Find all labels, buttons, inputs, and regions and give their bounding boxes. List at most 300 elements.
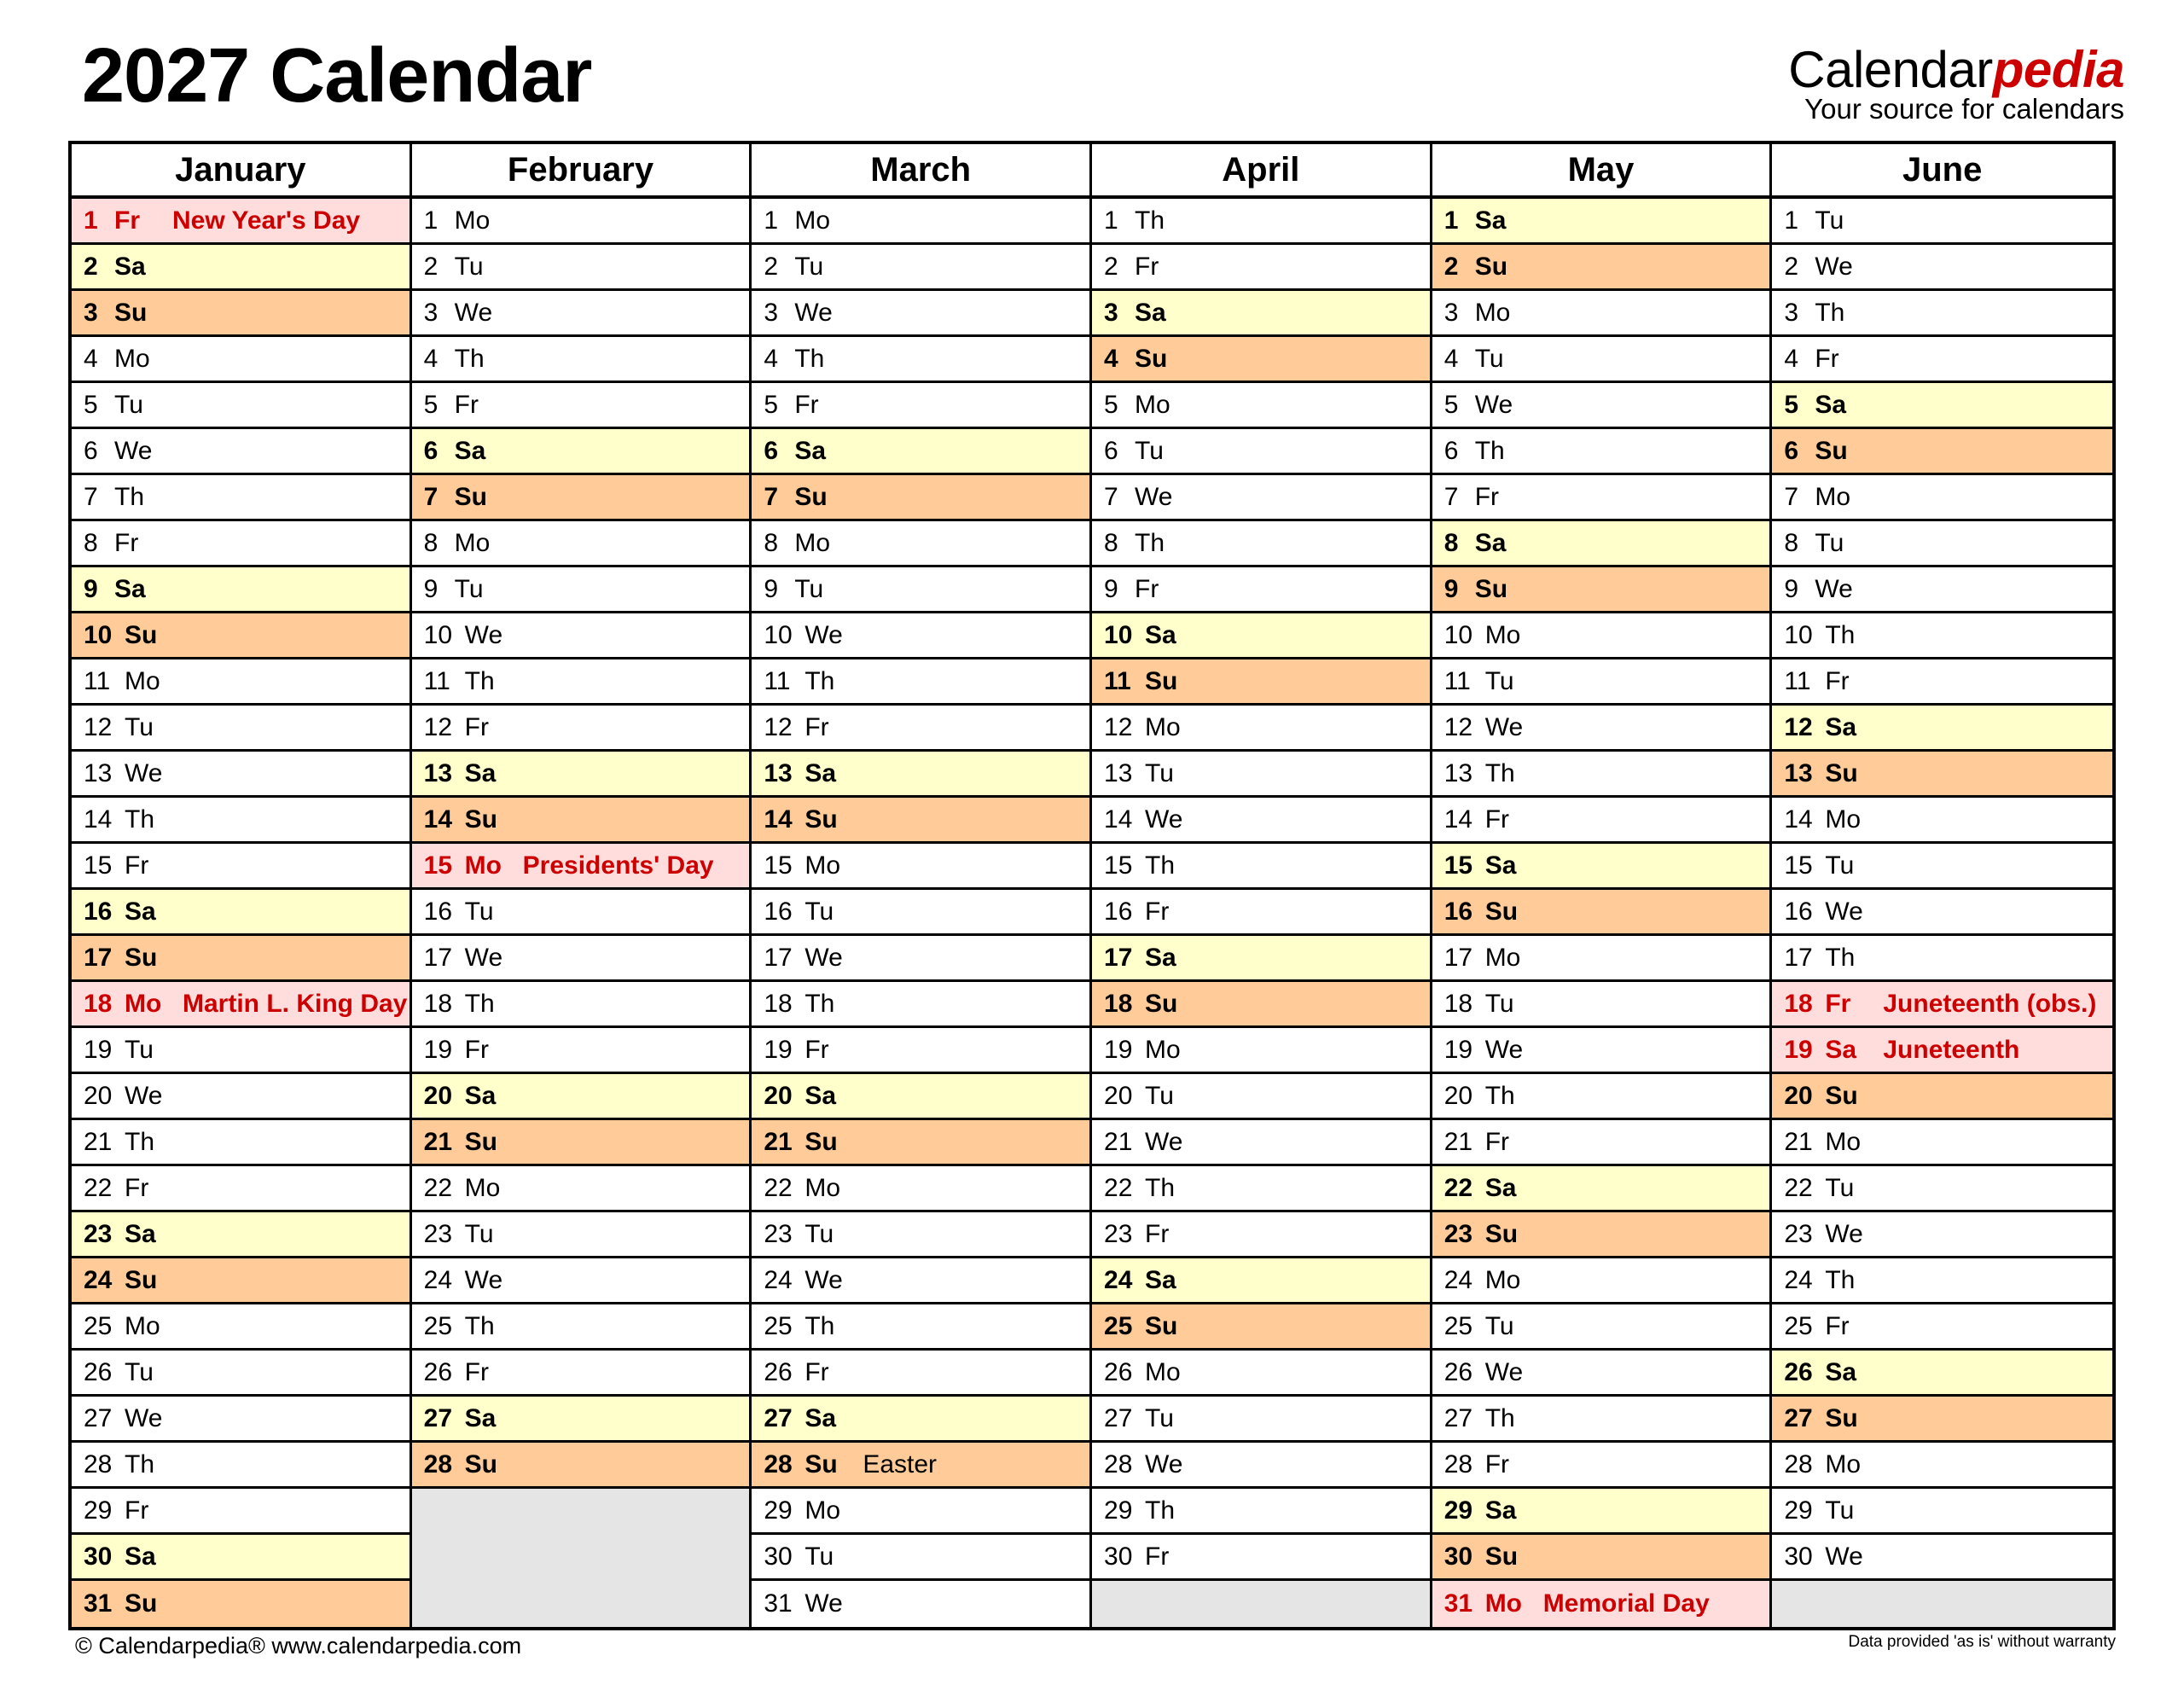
weekday-abbr: Fr [1145,897,1170,926]
weekday-abbr: Th [1484,1081,1515,1110]
holiday-name: Martin L. King Day [183,989,408,1018]
holiday-name: Memorial Day [1542,1589,1710,1618]
day-number: 25 [1443,1311,1473,1340]
weekday-abbr: Tu [125,1035,154,1064]
day-number: 22 [1784,1173,1813,1202]
weekday-abbr: Tu [1135,436,1164,465]
day-cell [412,659,750,706]
weekday-abbr: We [464,943,503,972]
day-cell-holiday [1772,982,2112,1028]
weekday-abbr: Su [1145,989,1178,1018]
weekday-abbr: Th [1825,1265,1856,1294]
day-cell [1432,1258,1770,1304]
weekday-abbr: Mo [1484,943,1521,972]
day-cell [1092,1489,1430,1535]
weekday-abbr: Th [804,1311,835,1340]
weekday-abbr: Fr [125,1496,149,1525]
day-number: 23 [1784,1219,1813,1248]
day-cell [1772,844,2112,890]
day-number: 27 [1443,1403,1473,1432]
day-number: 22 [84,1173,113,1202]
weekday-abbr: Fr [1825,666,1850,695]
day-number: 9 [764,574,779,603]
day-number: 13 [1784,758,1813,787]
weekday-abbr: We [454,298,493,327]
day-number: 10 [1784,620,1813,649]
weekday-abbr: We [804,943,843,972]
day-number: 14 [1443,805,1473,834]
weekday-abbr: Sa [794,436,827,465]
weekday-abbr: Fr [1474,482,1500,511]
day-cell-saturday [1432,1489,1770,1535]
day-cell [1092,798,1430,844]
weekday-abbr: Mo [1484,620,1521,649]
day-number: 28 [1443,1449,1473,1479]
day-cell [72,1028,410,1074]
day-cell-sunday [1432,890,1770,936]
day-cell [752,521,1089,567]
day-cell-saturday [72,1212,410,1258]
month-header: April [1092,144,1430,199]
weekday-abbr: Sa [1484,1173,1517,1202]
day-number: 30 [84,1542,113,1571]
day-cell-sunday [752,798,1089,844]
weekday-abbr: Fr [1135,252,1159,281]
day-number: 23 [764,1219,793,1248]
day-number: 23 [84,1219,113,1248]
day-cell [1092,383,1430,429]
weekday-abbr: We [1474,390,1513,419]
weekday-abbr: Th [1825,620,1856,649]
day-number: 4 [1104,344,1118,373]
weekday-abbr: Tu [794,574,824,603]
day-cell-saturday [1092,936,1430,982]
day-cell [752,337,1089,383]
day-cell [412,890,750,936]
day-cell [72,1351,410,1397]
day-cell-saturday [72,567,410,613]
day-cell-saturday [72,1535,410,1581]
weekday-abbr: We [114,436,153,465]
weekday-abbr: Tu [1825,1173,1855,1202]
day-number: 6 [764,436,779,465]
day-number: 11 [1784,666,1811,695]
day-number: 20 [1784,1081,1813,1110]
day-number: 2 [1104,252,1118,281]
day-number: 22 [1443,1173,1473,1202]
weekday-abbr: Tu [1145,758,1174,787]
day-cell [412,1304,750,1351]
day-number: 26 [1104,1357,1133,1386]
weekday-abbr: Mo [1484,1589,1523,1618]
weekday-abbr: Su [804,1127,838,1156]
empty-cell [1092,1581,1430,1627]
weekday-abbr: Fr [1484,1449,1510,1479]
day-cell-saturday [412,752,750,798]
day-cell-holiday [1772,1028,2112,1074]
day-number: 8 [1784,528,1799,557]
weekday-abbr: Su [1474,574,1508,603]
day-cell [72,475,410,521]
day-number: 23 [1443,1219,1473,1248]
day-number: 25 [1784,1311,1813,1340]
weekday-abbr: Mo [1145,712,1181,741]
weekday-abbr: Su [464,1127,498,1156]
day-cell-saturday [1772,706,2112,752]
day-number: 18 [423,989,453,1018]
weekday-abbr: We [804,1589,843,1618]
day-cell [752,1258,1089,1304]
day-cell [1432,659,1770,706]
day-cell [1772,1258,2112,1304]
weekday-abbr: Th [125,1127,155,1156]
footer-disclaimer: Data provided 'as is' without warranty [1848,1633,2116,1651]
day-number: 27 [764,1403,793,1432]
day-number: 30 [1784,1542,1813,1571]
day-number: 15 [1104,851,1133,880]
day-cell [1772,1489,2112,1535]
weekday-abbr: Mo [125,666,160,695]
day-cell [72,1397,410,1443]
day-number: 4 [1443,344,1459,373]
weekday-abbr: Mo [1145,1035,1181,1064]
day-number: 19 [84,1035,113,1064]
day-number: 24 [764,1265,793,1294]
month-column-february [412,144,752,1627]
day-number: 5 [1104,390,1118,419]
weekday-abbr: Fr [1484,1127,1510,1156]
day-number: 28 [84,1449,113,1479]
weekday-abbr: Tu [464,897,494,926]
logo-main-text: Calendar [1788,41,1993,98]
weekday-abbr: Fr [804,1035,829,1064]
weekday-abbr: Su [464,805,498,834]
day-number: 12 [1443,712,1473,741]
day-cell [752,706,1089,752]
day-cell [1772,613,2112,659]
day-cell [412,1166,750,1212]
weekday-abbr: Tu [1484,989,1514,1018]
day-number: 23 [423,1219,453,1248]
day-cell [1432,1443,1770,1489]
month-column-january [72,144,412,1627]
day-cell-saturday [1432,1166,1770,1212]
calendarpedia-logo[interactable] [1788,41,2124,125]
day-number: 20 [84,1081,113,1110]
day-number: 11 [423,666,450,695]
weekday-abbr: Sa [1145,1265,1176,1294]
weekday-abbr: Th [1135,528,1165,557]
day-cell [752,567,1089,613]
weekday-abbr: Mo [125,989,162,1018]
day-cell [752,1304,1089,1351]
day-number: 14 [84,805,113,834]
day-cell-sunday [1092,1304,1430,1351]
day-number: 2 [1443,252,1459,281]
day-number: 10 [84,620,113,649]
day-number: 13 [1443,758,1473,787]
weekday-abbr: Th [1815,298,1845,327]
holiday-name: Presidents' Day [522,851,714,880]
day-number: 17 [1784,943,1813,972]
day-number: 26 [1443,1357,1473,1386]
weekday-abbr: Th [1145,1496,1176,1525]
weekday-abbr: We [1135,482,1173,511]
day-cell-saturday [1092,1258,1430,1304]
day-number: 5 [1784,390,1799,419]
page-title: 2027 Calendar [82,33,592,119]
day-number: 16 [423,897,453,926]
day-cell [752,1351,1089,1397]
day-number: 9 [1104,574,1118,603]
month-header: June [1772,144,2112,199]
day-number: 24 [423,1265,453,1294]
weekday-abbr: Su [1135,344,1168,373]
day-number: 19 [423,1035,453,1064]
day-cell [1432,1028,1770,1074]
weekday-abbr: Su [1825,1403,1858,1432]
day-number: 12 [764,712,793,741]
weekday-abbr: Su [1484,1542,1519,1571]
day-number: 20 [423,1081,453,1110]
weekday-abbr: We [1484,1357,1524,1386]
day-number: 14 [423,805,453,834]
weekday-abbr: Tu [1825,851,1855,880]
weekday-abbr: Sa [1484,851,1517,880]
day-number: 17 [84,943,113,972]
weekday-abbr: Sa [1825,1035,1857,1064]
logo-tagline: Your source for calendars [1804,93,2124,125]
day-number: 7 [1784,482,1799,511]
day-number: 9 [84,574,98,603]
weekday-abbr: Su [464,1449,498,1479]
day-number: 28 [764,1449,793,1479]
weekday-abbr: Mo [1815,482,1851,511]
day-number: 11 [1104,666,1131,695]
day-cell-sunday [1432,245,1770,291]
day-cell [1432,613,1770,659]
day-number: 16 [1784,897,1813,926]
day-cell-sunday [1772,1397,2112,1443]
day-cell [752,383,1089,429]
weekday-abbr: Mo [114,344,150,373]
day-cell [1432,1351,1770,1397]
day-number: 20 [1104,1081,1133,1110]
day-cell [1772,337,2112,383]
day-number: 4 [764,344,779,373]
day-cell-saturday [72,245,410,291]
day-cell [412,936,750,982]
day-number: 26 [764,1357,793,1386]
weekday-abbr: Sa [1145,943,1176,972]
day-number: 21 [1784,1127,1813,1156]
weekday-abbr: Mo [794,528,831,557]
day-cell [72,706,410,752]
day-cell [1772,936,2112,982]
day-cell [412,613,750,659]
day-number: 8 [764,528,779,557]
day-cell-sunday [72,613,410,659]
weekday-abbr: Su [1825,758,1858,787]
day-cell [1772,245,2112,291]
day-number: 3 [1443,298,1459,327]
day-cell-sunday [752,1120,1089,1166]
day-cell [752,613,1089,659]
day-number: 1 [1104,206,1118,235]
day-cell [72,844,410,890]
day-number: 18 [1784,989,1813,1018]
day-number: 11 [1443,666,1471,695]
day-cell-sunday [1772,429,2112,475]
day-number: 21 [423,1127,453,1156]
weekday-abbr: Su [1825,1081,1858,1110]
weekday-abbr: Th [1474,436,1505,465]
day-number: 7 [1104,482,1118,511]
weekday-abbr: Tu [1484,1311,1514,1340]
weekday-abbr: Fr [804,1357,829,1386]
weekday-abbr: Fr [454,390,479,419]
day-cell-sunday [1772,752,2112,798]
weekday-abbr: Fr [114,528,139,557]
day-cell [1092,752,1430,798]
day-number: 1 [84,206,98,235]
holiday-name: Juneteenth [1883,1035,2020,1064]
weekday-abbr: Su [1145,666,1178,695]
day-number: 8 [84,528,98,557]
weekday-abbr: Mo [1825,805,1862,834]
day-cell [72,1304,410,1351]
day-number: 29 [1104,1496,1133,1525]
day-cell-sunday [1432,1212,1770,1258]
day-number: 3 [84,298,98,327]
day-number: 6 [1443,436,1459,465]
day-cell [752,1166,1089,1212]
day-cell-saturday [412,429,750,475]
day-number: 9 [1443,574,1459,603]
weekday-abbr: Th [1825,943,1856,972]
weekday-abbr: Su [804,805,838,834]
day-number: 21 [764,1127,793,1156]
day-cell [412,706,750,752]
day-number: 27 [423,1403,453,1432]
weekday-abbr: Fr [1815,344,1839,373]
day-cell-sunday [412,475,750,521]
weekday-abbr: Th [804,666,835,695]
weekday-abbr: Mo [1474,298,1511,327]
day-cell [72,1120,410,1166]
weekday-abbr: We [1484,712,1524,741]
day-number: 3 [423,298,439,327]
weekday-abbr: Tu [1484,666,1514,695]
day-cell [412,337,750,383]
day-cell [752,291,1089,337]
day-cell [1432,337,1770,383]
day-cell-sunday [1092,659,1430,706]
day-cell [1772,798,2112,844]
day-cell [752,1489,1089,1535]
day-number: 10 [1104,620,1133,649]
day-cell-sunday [72,1581,410,1627]
day-cell [72,337,410,383]
day-cell-sunday [752,1443,1089,1489]
day-cell-holiday [1432,1581,1770,1627]
weekday-abbr: Tu [125,1357,154,1386]
day-number: 8 [1104,528,1118,557]
day-cell [412,521,750,567]
day-number: 4 [84,344,98,373]
day-cell-saturday [752,752,1089,798]
day-number: 24 [1104,1265,1133,1294]
day-cell [1432,1074,1770,1120]
day-number: 2 [1784,252,1799,281]
weekday-abbr: Mo [1825,1127,1862,1156]
day-cell [1772,659,2112,706]
day-cell [1092,1535,1430,1581]
weekday-abbr: We [1825,1219,1863,1248]
weekday-abbr: Fr [1484,805,1510,834]
month-column-april [1092,144,1432,1627]
day-number: 31 [764,1589,793,1618]
day-number: 1 [764,206,779,235]
weekday-abbr: Th [464,666,495,695]
day-number: 2 [764,252,779,281]
day-cell [1432,936,1770,982]
weekday-abbr: We [804,1265,843,1294]
day-cell-holiday [412,844,750,890]
weekday-abbr: We [1145,1449,1183,1479]
weekday-abbr: Th [454,344,485,373]
weekday-abbr: Th [464,1311,495,1340]
day-number: 29 [1443,1496,1473,1525]
day-cell [72,521,410,567]
weekday-abbr: Sa [804,758,837,787]
day-number: 10 [764,620,793,649]
day-cell [1092,1443,1430,1489]
day-cell-saturday [1092,291,1430,337]
observance-name: Easter [863,1449,938,1479]
weekday-abbr: Fr [1135,574,1159,603]
weekday-abbr: Su [1815,436,1848,465]
weekday-abbr: We [464,1265,503,1294]
weekday-abbr: Su [1484,1219,1519,1248]
day-cell-sunday [412,1443,750,1489]
day-cell [72,1443,410,1489]
weekday-abbr: Mo [804,1496,841,1525]
day-cell [1092,567,1430,613]
day-cell-sunday [752,475,1089,521]
weekday-abbr: Tu [125,712,154,741]
day-number: 16 [1443,897,1473,926]
day-number: 12 [1104,712,1133,741]
weekday-abbr: Mo [1135,390,1170,419]
empty-cell [1772,1581,2112,1627]
day-number: 1 [1443,206,1459,235]
day-cell [412,1028,750,1074]
weekday-abbr: Su [804,1449,838,1479]
weekday-abbr: Th [1145,1173,1176,1202]
weekday-abbr: Sa [454,436,486,465]
day-number: 7 [1443,482,1459,511]
day-cell-saturday [1772,383,2112,429]
day-number: 15 [1784,851,1813,880]
day-cell [1772,890,2112,936]
day-number: 28 [1104,1449,1133,1479]
day-cell-sunday [1432,1535,1770,1581]
day-cell [1092,1166,1430,1212]
weekday-abbr: Mo [454,528,491,557]
weekday-abbr: Mo [794,206,831,235]
weekday-abbr: Su [125,1265,158,1294]
